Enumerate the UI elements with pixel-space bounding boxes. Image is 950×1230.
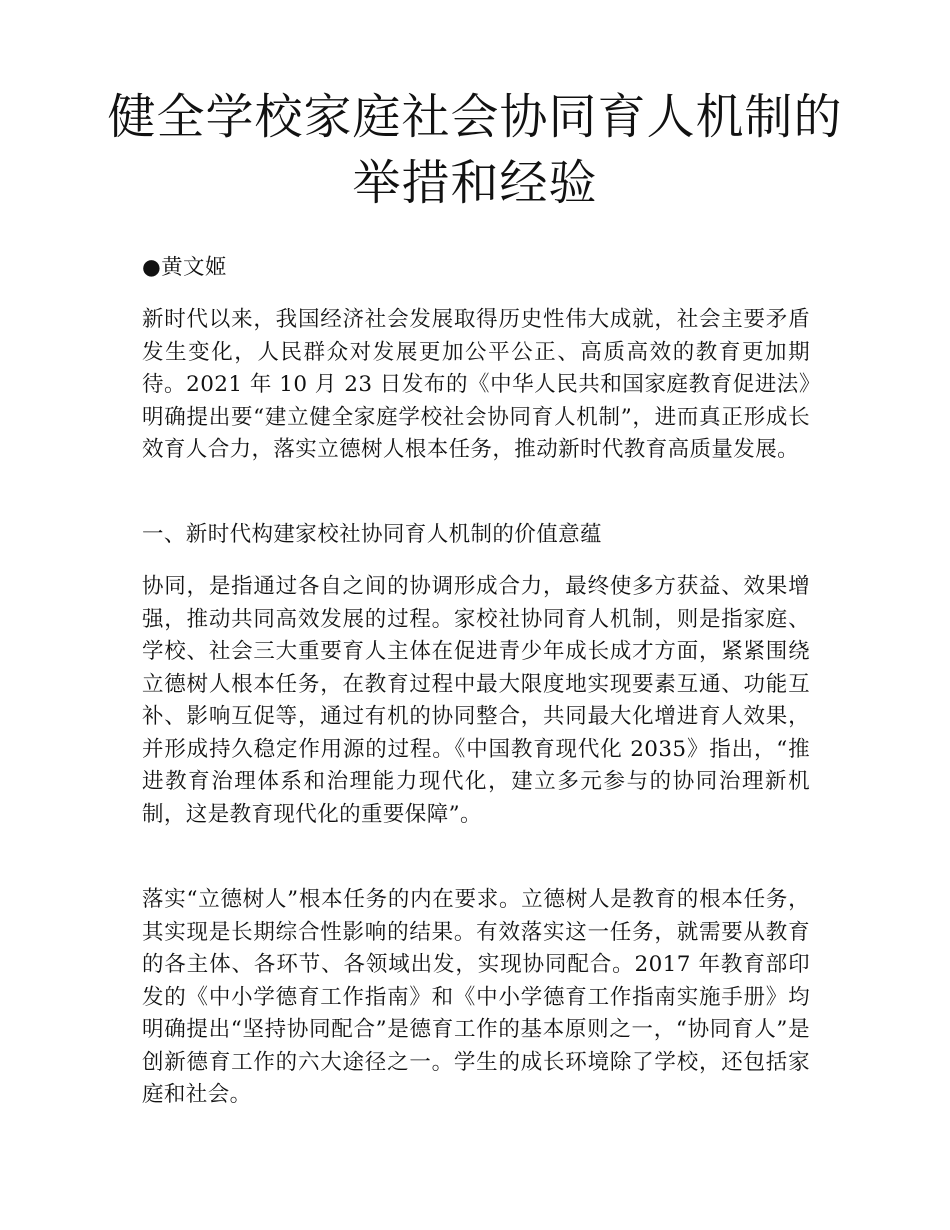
author-line: ●黄文姬 [142, 255, 227, 280]
section-heading: 一、新时代构建家校社协同育人机制的价值意蕴 [142, 522, 602, 547]
paragraph-collaboration: 协同，是指通过各自之间的协调形成合力，最终使多方获益、效果增强，推动共同高效发展的过程。家校社协同育人机制，则是指家庭、学校、社会三大重要育人主体在促进青少年成长成才方面，紧紧围绕立德树人根本任务，在教育过程中最大限度地实现要素互通、功能互补、影响互促等，通过有机的协同整合，共同最大化增进育人效果，并形成持久稳定作用源的过程。《中国教育现代化 2035》指出，“推进教育治理体系和治理能力现代化，建立多元参与的协同治理新机制，这是教育现代化的重要保障”。 [142, 574, 810, 827]
paragraph-intro: 新时代以来，我国经济社会发展取得历史性伟大成就，社会主要矛盾发生变化，人民群众对发展更加公平公正、高质高效的教育更加期待。2021 年 10 月 23 日发布的《中华人民共和国家庭教育促进法》明确提出要“建立健全家庭学校社会协同育人机制”，进而真正形成长效育人合力，落实立德树人根本任务，推动新时代教育高质量发展。 [142, 307, 810, 462]
article-title: 健全学校家庭社会协同育人机制的举措和经验 [107, 89, 843, 211]
paragraph-moral-education: 落实“立德树人”根本任务的内在要求。立德树人是教育的根本任务，其实现是长期综合性影响的结果。有效落实这一任务，就需要从教育的各主体、各环节、各领域出发，实现协同配合。2017 年教育部印发的《中小学德育工作指南》和《中小学德育工作指南实施手册》均明确提出“坚持协同配合”是德育工作的基本原则之一，“协同育人”是创新德育工作的六大途径之一。学生的成长环境除了学校，还包括家庭和社会。 [142, 887, 810, 1107]
